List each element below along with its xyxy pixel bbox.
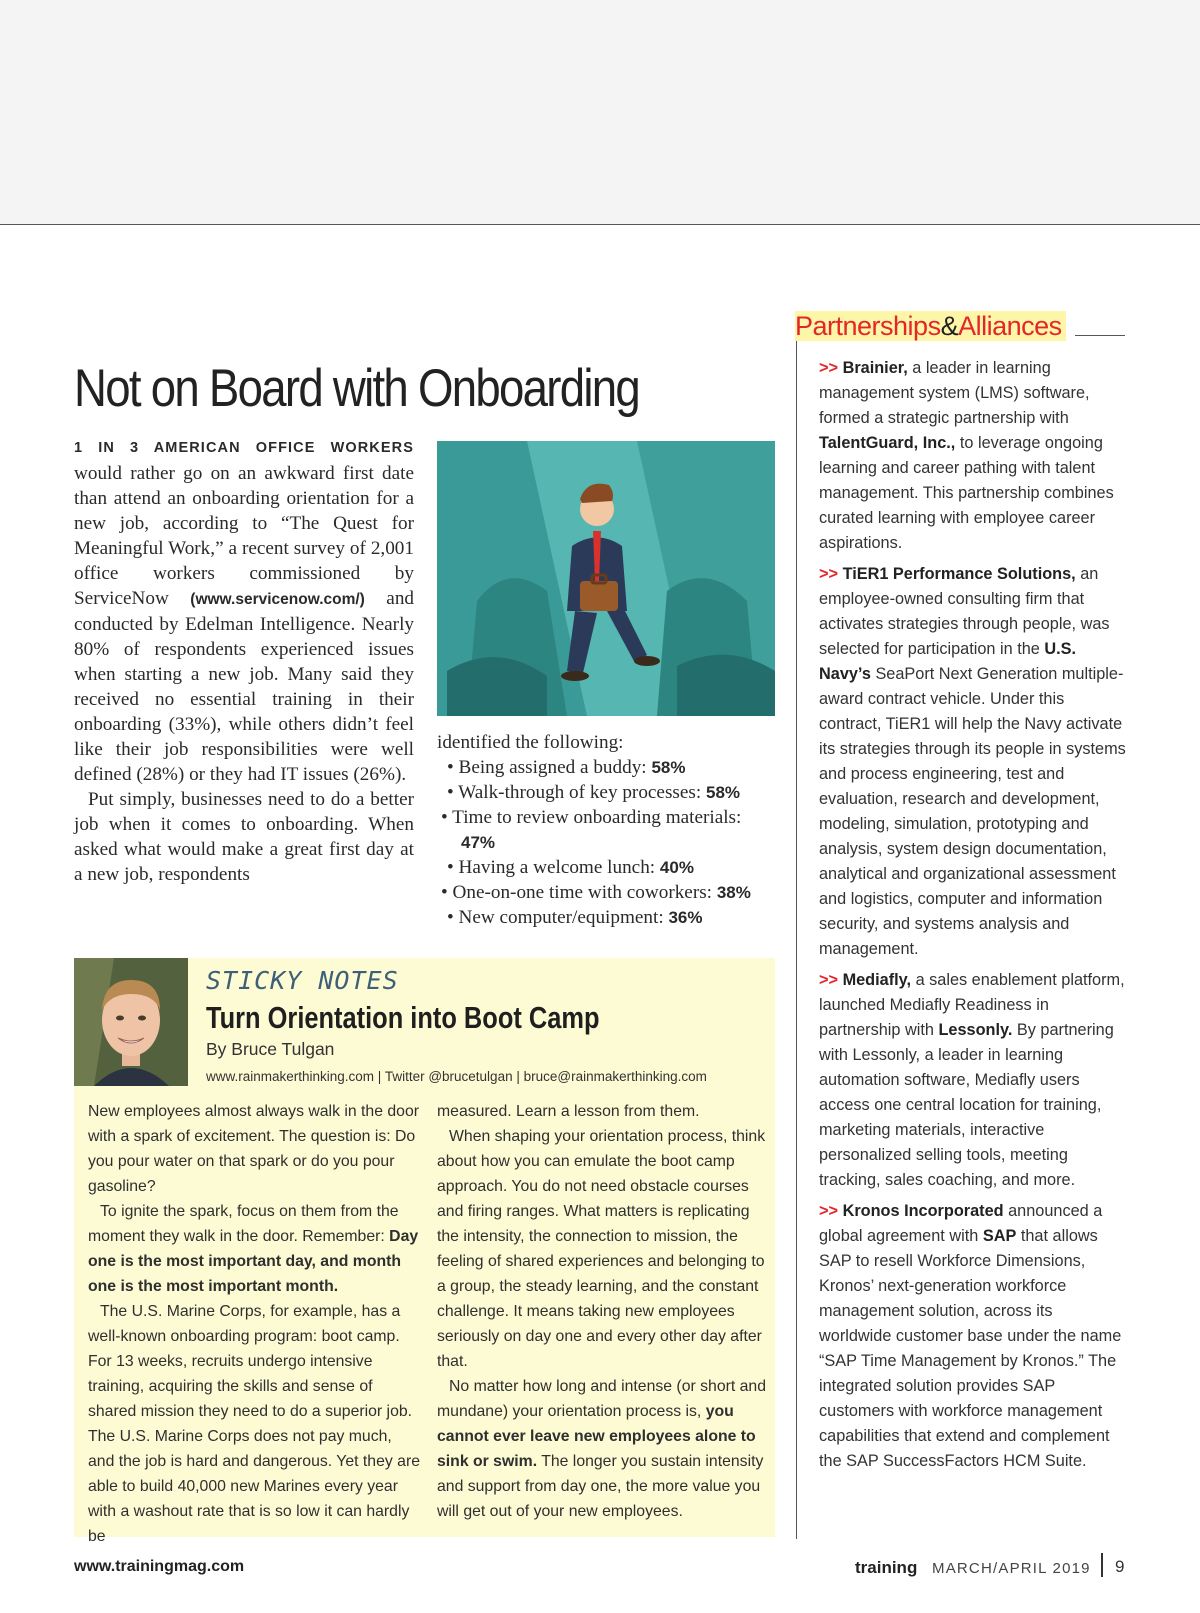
list-item-text: Being assigned a buddy:: [458, 757, 647, 778]
list-item-text: Time to review onboarding materials:: [452, 807, 742, 828]
list-item-text: One-on-one time with coworkers:: [452, 882, 713, 903]
list-item: • New computer/equipment: 36%: [447, 907, 703, 928]
company-name: TiER1 Performance Solutions,: [842, 565, 1076, 583]
sticky-text: The longer you sustain intensity and support from day one, the more value you will get out of your new employees.: [437, 1453, 764, 1520]
reluctant-employee-image: [437, 441, 775, 716]
article-paragraph: identified the following:: [437, 732, 624, 753]
article-text: would rather go on an awkward first date than attend an onboarding orientation for a new job, according to “The Quest for Meaningful Work,” a recent survey of 2,001 office workers commissioned by ServiceNow: [74, 463, 414, 609]
company-name: Kronos Incorporated: [842, 1202, 1004, 1220]
partner-name: U.S. Navy’s: [819, 640, 1077, 683]
list-item: • Being assigned a buddy: 58%: [447, 757, 686, 778]
list-item: • Time to review onboarding materials: 47%: [437, 805, 782, 855]
sticky-bold-text: you cannot ever leave new employees alone to sink or swim.: [437, 1403, 756, 1470]
sidebar-text: that allows SAP to resell Workforce Dimensions, Kronos’ next-generation workforce management solution, across its worldwide customer base under the name “SAP Time Management by Kronos.” The integrated solution provides SAP customers with workforce management capabilities that extend and complement the SAP SuccessFactors HCM Suite.: [819, 1227, 1122, 1470]
footer-magazine-name: training: [855, 1558, 918, 1577]
partner-name: Lessonly.: [938, 1021, 1013, 1039]
sticky-column-left: [88, 1099, 420, 1549]
page-number: 9: [1115, 1557, 1125, 1576]
article-headline: Not on Board with Onboarding: [74, 359, 640, 418]
sidebar-divider: [796, 341, 797, 1539]
sidebar-text: SeaPort Next Generation multiple-award contract vehicle. Under this contract, TiER1 will help the Navy activate its strategies through its people in systems and process engineering, test and evaluation, research and development, modeling, simulation, prototyping and analysis, system design documentation, analytical and organizational assessment and logistics, computer and information security, and systems analysis and management.: [819, 665, 1126, 958]
partner-name: SAP: [982, 1227, 1017, 1245]
heading-part: Partnerships: [795, 311, 941, 341]
list-item-value: 38%: [716, 883, 751, 902]
sidebar-text: a leader in learning management system (LMS) software, formed a strategic partnership with: [819, 359, 1090, 427]
sticky-text: No matter how long and intense (or short and mundane) your orientation process is,: [437, 1378, 766, 1420]
company-name: Mediafly,: [842, 971, 912, 989]
arrows-icon: >>: [819, 565, 839, 583]
sidebar-text: to leverage ongoing learning and career pathing with talent management. This partnership combines curated learning with employee career aspirations.: [819, 434, 1114, 552]
arrows-icon: >>: [819, 359, 839, 377]
article-body-right: [437, 730, 782, 930]
list-item: • One-on-one time with coworkers: 38%: [441, 882, 751, 903]
sticky-paragraph: [437, 1374, 769, 1524]
article-text: and conducted by Edelman Intelligence. Nearly 80% of respondents experienced issues when starting a new job. Many said they received no essential training in their onboarding (33%), while others didn’t feel like their job responsibilities were well defined (28%) or they had IT issues (26%).: [74, 588, 415, 785]
sidebar-item: [819, 1199, 1129, 1474]
author-byline: By Bruce Tulgan: [206, 1039, 335, 1059]
sidebar-text: By partnering with Lessonly, a leader in learning automation software, Mediafly users access one central location for training, marketing materials, interactive personalized selling tools, meeting tracking, sales coaching, and more.: [819, 1021, 1114, 1189]
arrows-icon: >>: [819, 971, 839, 989]
footer-website[interactable]: www.trainingmag.com: [74, 1558, 245, 1575]
list-item: • Having a welcome lunch: 40%: [447, 857, 694, 878]
list-item-value: 47%: [461, 833, 496, 852]
sidebar-text: a sales enablement platform, launched Mediafly Readiness in partnership with: [819, 971, 1125, 1039]
heading-part: Alliances: [958, 311, 1062, 341]
author-photo: [74, 958, 188, 1086]
list-item-value: 58%: [651, 758, 686, 777]
author-contact: www.rainmakerthinking.com | Twitter @brucetulgan | bruce@rainmakerthinking.com: [206, 1069, 707, 1084]
survey-results-list: [437, 755, 782, 930]
sidebar-item: [819, 356, 1129, 556]
arrows-icon: >>: [819, 1202, 839, 1220]
article-paragraph: [74, 434, 414, 787]
sticky-paragraph: When shaping your orientation process, think about how you can emulate the boot camp approach. You do not need obstacle courses and firing ranges. What matters is replicating the intensity, the connection to mission, the feeling of shared experiences and belonging to a group, the steady learning, and the constant challenge. It means taking new employees seriously on day one and every other day after that.: [437, 1128, 766, 1370]
list-item-value: 40%: [659, 858, 694, 877]
list-item-text: Having a welcome lunch:: [458, 857, 656, 878]
sticky-paragraph: [88, 1199, 420, 1299]
list-item-value: 58%: [706, 783, 741, 802]
list-item-text: New computer/equipment:: [458, 907, 664, 928]
list-item-value: 36%: [668, 908, 703, 927]
list-item: • Walk-through of key processes: 58%: [447, 782, 741, 803]
blank-header-area: [0, 0, 1200, 225]
article-paragraph: Put simply, businesses need to do a better job when it comes to onboarding. When asked what would make a great first day at a new job, respondents: [74, 789, 414, 885]
businessman-illustration: [437, 441, 775, 716]
sidebar-item: [819, 968, 1129, 1193]
author-portrait-image: [74, 958, 188, 1086]
article-body-left: [74, 434, 414, 887]
sticky-bold-text: Day one is the most important day, and month one is the most important month.: [88, 1228, 419, 1295]
sticky-notes-box: [74, 958, 775, 1545]
article-lead-in: 1 IN 3 AMERICAN OFFICE WORKERS: [74, 440, 414, 456]
sticky-column-right: [437, 1099, 769, 1524]
sticky-text: To ignite the spark, focus on them from the moment they walk in the door. Remember:: [88, 1203, 399, 1245]
heading-ampersand: &: [940, 311, 959, 341]
sticky-paragraph: measured. Learn a lesson from them.: [437, 1103, 700, 1120]
list-item-text: Walk-through of key processes:: [458, 782, 702, 803]
footer-issue-date: MARCH/APRIL 2019: [932, 1560, 1091, 1577]
partner-name: TalentGuard, Inc.,: [819, 434, 956, 452]
sidebar-heading-rule: [1075, 335, 1125, 336]
sidebar-item: [819, 562, 1129, 962]
sticky-paragraph: New employees almost always walk in the door with a spark of excitement. The question is: Do you pour water on that spark or do you pour gasoline?: [88, 1103, 420, 1195]
partnerships-sidebar: [819, 356, 1129, 1480]
company-name: Brainier,: [842, 359, 908, 377]
sidebar-text: an employee-owned consulting firm that activates strategies through people, was selected for participation in the: [819, 565, 1110, 658]
sidebar-heading: [795, 311, 1066, 341]
sidebar-text: announced a global agreement with: [819, 1202, 1103, 1245]
sticky-notes-title: Turn Orientation into Boot Camp: [206, 1000, 600, 1035]
servicenow-link[interactable]: (www.servicenow.com/): [190, 591, 365, 608]
sticky-paragraph: The U.S. Marine Corps, for example, has a well-known onboarding program: boot camp. For 13 weeks, recruits undergo intensive training, acquiring the skills and sense of shared mission they need to do a superior job. The U.S. Marine Corps does not pay much, and the job is hard and dangerous. Yet they are able to build 40,000 new Marines every year with a washout rate that is so low it can hardly be: [88, 1303, 420, 1545]
footer-separator: [1101, 1553, 1103, 1577]
sticky-notes-label: STICKY NOTES: [206, 966, 399, 995]
